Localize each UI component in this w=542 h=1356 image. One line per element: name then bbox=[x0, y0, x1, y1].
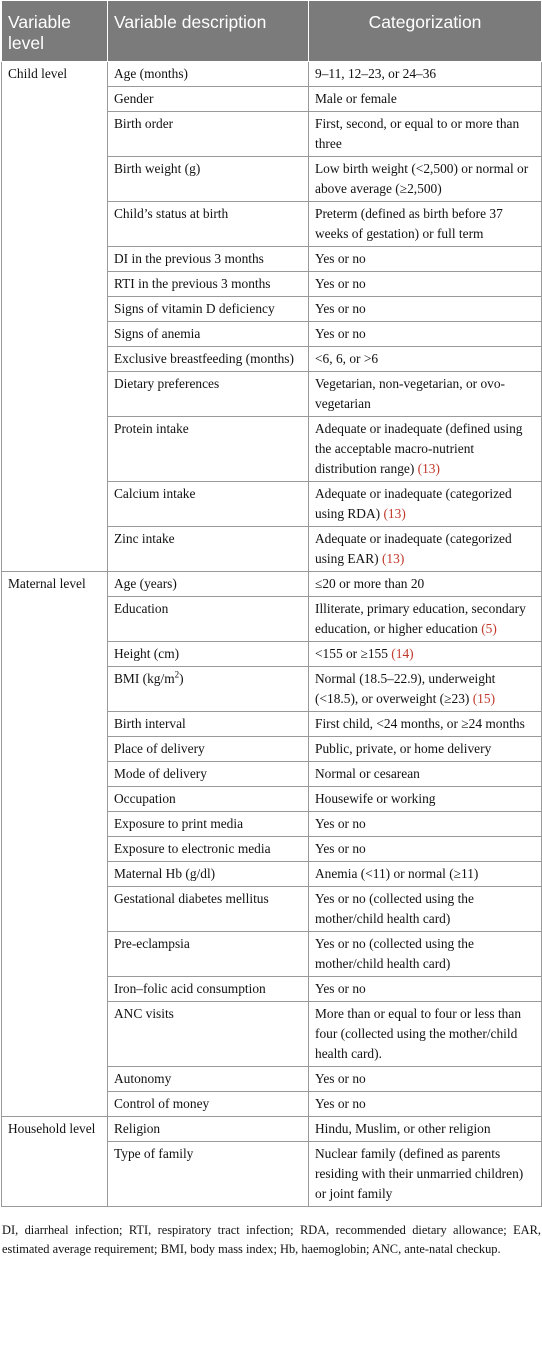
categorization-text: Male or female bbox=[315, 91, 397, 106]
categorization-text: Yes or no bbox=[315, 301, 366, 316]
categorization-text: Yes or no bbox=[315, 1096, 366, 1111]
categorization-text: More than or equal to four or less than four (collected using the mother/child health card). bbox=[315, 1006, 522, 1061]
variable-description-text: Age (years) bbox=[114, 576, 177, 591]
categorization-cell bbox=[309, 247, 542, 272]
variable-description-cell bbox=[108, 572, 309, 597]
reference-link[interactable]: (14) bbox=[391, 646, 414, 661]
categorization-text: Yes or no bbox=[315, 1071, 366, 1086]
categorization-text: Anemia (<11) or normal (≥11) bbox=[315, 866, 479, 881]
categorization-text: Housewife or working bbox=[315, 791, 436, 806]
variable-description-cell bbox=[108, 62, 309, 87]
variable-description-cell bbox=[108, 667, 309, 712]
variable-description-text: Iron–folic acid consumption bbox=[114, 981, 266, 996]
variable-description-text: Occupation bbox=[114, 791, 176, 806]
variable-description-text: Signs of anemia bbox=[114, 326, 201, 341]
categorization-cell bbox=[309, 372, 542, 417]
categorization-cell bbox=[309, 887, 542, 932]
categorization-text: Hindu, Muslim, or other religion bbox=[315, 1121, 491, 1136]
variable-level-cell: Child level bbox=[2, 62, 108, 572]
categorization-cell bbox=[309, 812, 542, 837]
variable-description-text: DI in the previous 3 months bbox=[114, 251, 264, 266]
categorization-text: <155 or ≥155 bbox=[315, 646, 388, 661]
categorization-text: Vegetarian, non-vegetarian, or ovo-vegetarian bbox=[315, 376, 505, 411]
categorization-cell bbox=[309, 62, 542, 87]
variable-description-text: Birth order bbox=[114, 116, 174, 131]
variable-description-text: Signs of vitamin D deficiency bbox=[114, 301, 275, 316]
categorization-cell bbox=[309, 572, 542, 597]
categorization-cell bbox=[309, 977, 542, 1002]
categorization-text: <6, 6, or >6 bbox=[315, 351, 379, 366]
categorization-text: Adequate or inadequate (defined using the acceptable macro-nutrient distribution range) bbox=[315, 421, 523, 476]
categorization-text: Yes or no bbox=[315, 251, 366, 266]
variable-description-cell bbox=[108, 1117, 309, 1142]
categorization-text: Yes or no bbox=[315, 816, 366, 831]
categorization-text: Yes or no bbox=[315, 276, 366, 291]
categorization-cell bbox=[309, 762, 542, 787]
variable-description-text: Gender bbox=[114, 91, 154, 106]
reference-link[interactable]: (15) bbox=[472, 691, 496, 706]
categorization-cell bbox=[309, 527, 542, 572]
variable-description-text: Exclusive breastfeeding (months) bbox=[114, 351, 294, 366]
variable-level-cell: Maternal level bbox=[2, 572, 108, 1117]
variable-description-cell bbox=[108, 157, 309, 202]
variable-description-text: ANC visits bbox=[114, 1006, 174, 1021]
variable-description-text: Exposure to electronic media bbox=[114, 841, 271, 856]
categorization-cell bbox=[309, 157, 542, 202]
categorization-cell bbox=[309, 737, 542, 762]
categorization-cell bbox=[309, 837, 542, 862]
categorization-cell bbox=[309, 1117, 542, 1142]
variable-description-text: Dietary preferences bbox=[114, 376, 220, 391]
categorization-cell bbox=[309, 87, 542, 112]
variable-description-text: Calcium intake bbox=[114, 486, 196, 501]
categorization-cell bbox=[309, 597, 542, 642]
variable-description-cell bbox=[108, 347, 309, 372]
reference-link[interactable]: (5) bbox=[481, 621, 497, 636]
variable-description-cell bbox=[108, 887, 309, 932]
variable-description-cell bbox=[108, 272, 309, 297]
categorization-text: Illiterate, primary education, secondary education, or higher education bbox=[315, 601, 526, 636]
categorization-text: Preterm (defined as birth before 37 weeks of gestation) or full term bbox=[315, 206, 503, 241]
variable-description-cell bbox=[108, 812, 309, 837]
categorization-cell bbox=[309, 712, 542, 737]
reference-link[interactable]: (13) bbox=[417, 461, 440, 476]
categorization-text: Normal or cesarean bbox=[315, 766, 420, 781]
reference-link[interactable]: (13) bbox=[383, 506, 406, 521]
variable-description-text: Place of delivery bbox=[114, 741, 205, 756]
variable-description-cell bbox=[108, 597, 309, 642]
header-variable-level: Variable level bbox=[2, 1, 108, 62]
variable-description-cell bbox=[108, 837, 309, 862]
variable-level-cell: Household level bbox=[2, 1117, 108, 1207]
variable-description-text: Birth interval bbox=[114, 716, 186, 731]
variable-description-cell bbox=[108, 712, 309, 737]
variable-description-cell bbox=[108, 932, 309, 977]
categorization-text: 9–11, 12–23, or 24–36 bbox=[315, 66, 437, 81]
variable-description-text: Maternal Hb (g/dl) bbox=[114, 866, 216, 881]
categorization-text: First, second, or equal to or more than three bbox=[315, 116, 520, 151]
categorization-cell bbox=[309, 482, 542, 527]
categorization-cell bbox=[309, 1002, 542, 1067]
variable-description-cell bbox=[108, 482, 309, 527]
header-row bbox=[2, 1, 542, 62]
variable-description-text: Religion bbox=[114, 1121, 161, 1136]
categorization-cell bbox=[309, 787, 542, 812]
variable-description-text: Child’s status at birth bbox=[114, 206, 229, 221]
variable-description-cell bbox=[108, 787, 309, 812]
categorization-cell bbox=[309, 417, 542, 482]
categorization-text: Yes or no bbox=[315, 841, 366, 856]
categorization-cell bbox=[309, 862, 542, 887]
variable-description-cell bbox=[108, 247, 309, 272]
variable-description-cell bbox=[108, 1002, 309, 1067]
variable-description-cell bbox=[108, 977, 309, 1002]
table-row bbox=[2, 1117, 542, 1142]
reference-link[interactable]: (13) bbox=[381, 551, 405, 566]
categorization-text: Yes or no (collected using the mother/child health card) bbox=[315, 936, 474, 971]
variable-description-cell bbox=[108, 1067, 309, 1092]
categorization-cell bbox=[309, 297, 542, 322]
variable-description-text: Birth weight (g) bbox=[114, 161, 201, 176]
categorization-cell bbox=[309, 202, 542, 247]
categorization-text: Yes or no bbox=[315, 981, 366, 996]
variable-description-text: Type of family bbox=[114, 1146, 194, 1161]
superscript: 2 bbox=[174, 669, 180, 680]
table-container bbox=[1, 0, 541, 1259]
table-body bbox=[2, 62, 542, 1207]
variable-description-cell bbox=[108, 297, 309, 322]
categorization-cell bbox=[309, 1142, 542, 1207]
categorization-text: Public, private, or home delivery bbox=[315, 741, 492, 756]
variable-description-text: Pre-eclampsia bbox=[114, 936, 190, 951]
categorization-text: Yes or no bbox=[315, 326, 366, 341]
categorization-text: First child, <24 months, or ≥24 months bbox=[315, 716, 525, 731]
variable-description-text: Protein intake bbox=[114, 421, 189, 436]
variable-description-text: Age (months) bbox=[114, 66, 189, 81]
variable-description-text: Autonomy bbox=[114, 1071, 172, 1086]
variable-description-cell bbox=[108, 1092, 309, 1117]
categorization-cell bbox=[309, 1092, 542, 1117]
variable-description-text: BMI (kg/m bbox=[114, 671, 175, 686]
table-row bbox=[2, 62, 542, 87]
variable-description-cell bbox=[108, 417, 309, 482]
variables-table bbox=[1, 0, 542, 1207]
header-variable-description: Variable description bbox=[108, 1, 309, 62]
variable-description-cell bbox=[108, 87, 309, 112]
variable-description-cell bbox=[108, 762, 309, 787]
variable-description-text: Zinc intake bbox=[114, 531, 175, 546]
categorization-cell bbox=[309, 347, 542, 372]
variable-description-cell bbox=[108, 322, 309, 347]
categorization-text: Normal (18.5–22.9), underweight (<18.5), or overweight (≥23) bbox=[315, 671, 496, 706]
variable-description-text: RTI in the previous 3 months bbox=[114, 276, 271, 291]
variable-description-text: Mode of delivery bbox=[114, 766, 207, 781]
categorization-cell bbox=[309, 112, 542, 157]
variable-description-suffix: ) bbox=[179, 671, 184, 686]
categorization-cell bbox=[309, 272, 542, 297]
categorization-text: Nuclear family (defined as parents residing with their unmarried children) or joint family bbox=[315, 1146, 524, 1201]
table-row bbox=[2, 572, 542, 597]
variable-description-text: Control of money bbox=[114, 1096, 210, 1111]
categorization-cell bbox=[309, 642, 542, 667]
categorization-text: Adequate or inadequate (categorized using RDA) bbox=[315, 486, 512, 521]
variable-description-cell bbox=[108, 527, 309, 572]
categorization-cell bbox=[309, 667, 542, 712]
variable-description-text: Education bbox=[114, 601, 169, 616]
table-footnote: DI, diarrheal infection; RTI, respiratory tract infection; RDA, recommended dietary allowance; EAR, estimated average requirement; BMI, body mass index; Hb, haemoglobin; ANC, ante-natal checkup. bbox=[2, 1223, 541, 1256]
variable-description-text: Exposure to print media bbox=[114, 816, 244, 831]
variable-description-cell bbox=[108, 112, 309, 157]
categorization-text: Adequate or inadequate (categorized using EAR) bbox=[315, 531, 512, 566]
variable-description-cell bbox=[108, 372, 309, 417]
variable-description-text: Gestational diabetes mellitus bbox=[114, 891, 269, 906]
categorization-text: Low birth weight (<2,500) or normal or above average (≥2,500) bbox=[315, 161, 529, 196]
variable-description-cell bbox=[108, 642, 309, 667]
variable-description-cell bbox=[108, 737, 309, 762]
categorization-text: ≤20 or more than 20 bbox=[315, 576, 425, 591]
header-categorization: Categorization bbox=[309, 1, 542, 62]
variable-description-cell bbox=[108, 202, 309, 247]
variable-description-cell bbox=[108, 1142, 309, 1207]
categorization-text: Yes or no (collected using the mother/child health card) bbox=[315, 891, 474, 926]
variable-description-text: Height (cm) bbox=[114, 646, 180, 661]
categorization-cell bbox=[309, 1067, 542, 1092]
categorization-cell bbox=[309, 322, 542, 347]
variable-description-cell bbox=[108, 862, 309, 887]
categorization-cell bbox=[309, 932, 542, 977]
